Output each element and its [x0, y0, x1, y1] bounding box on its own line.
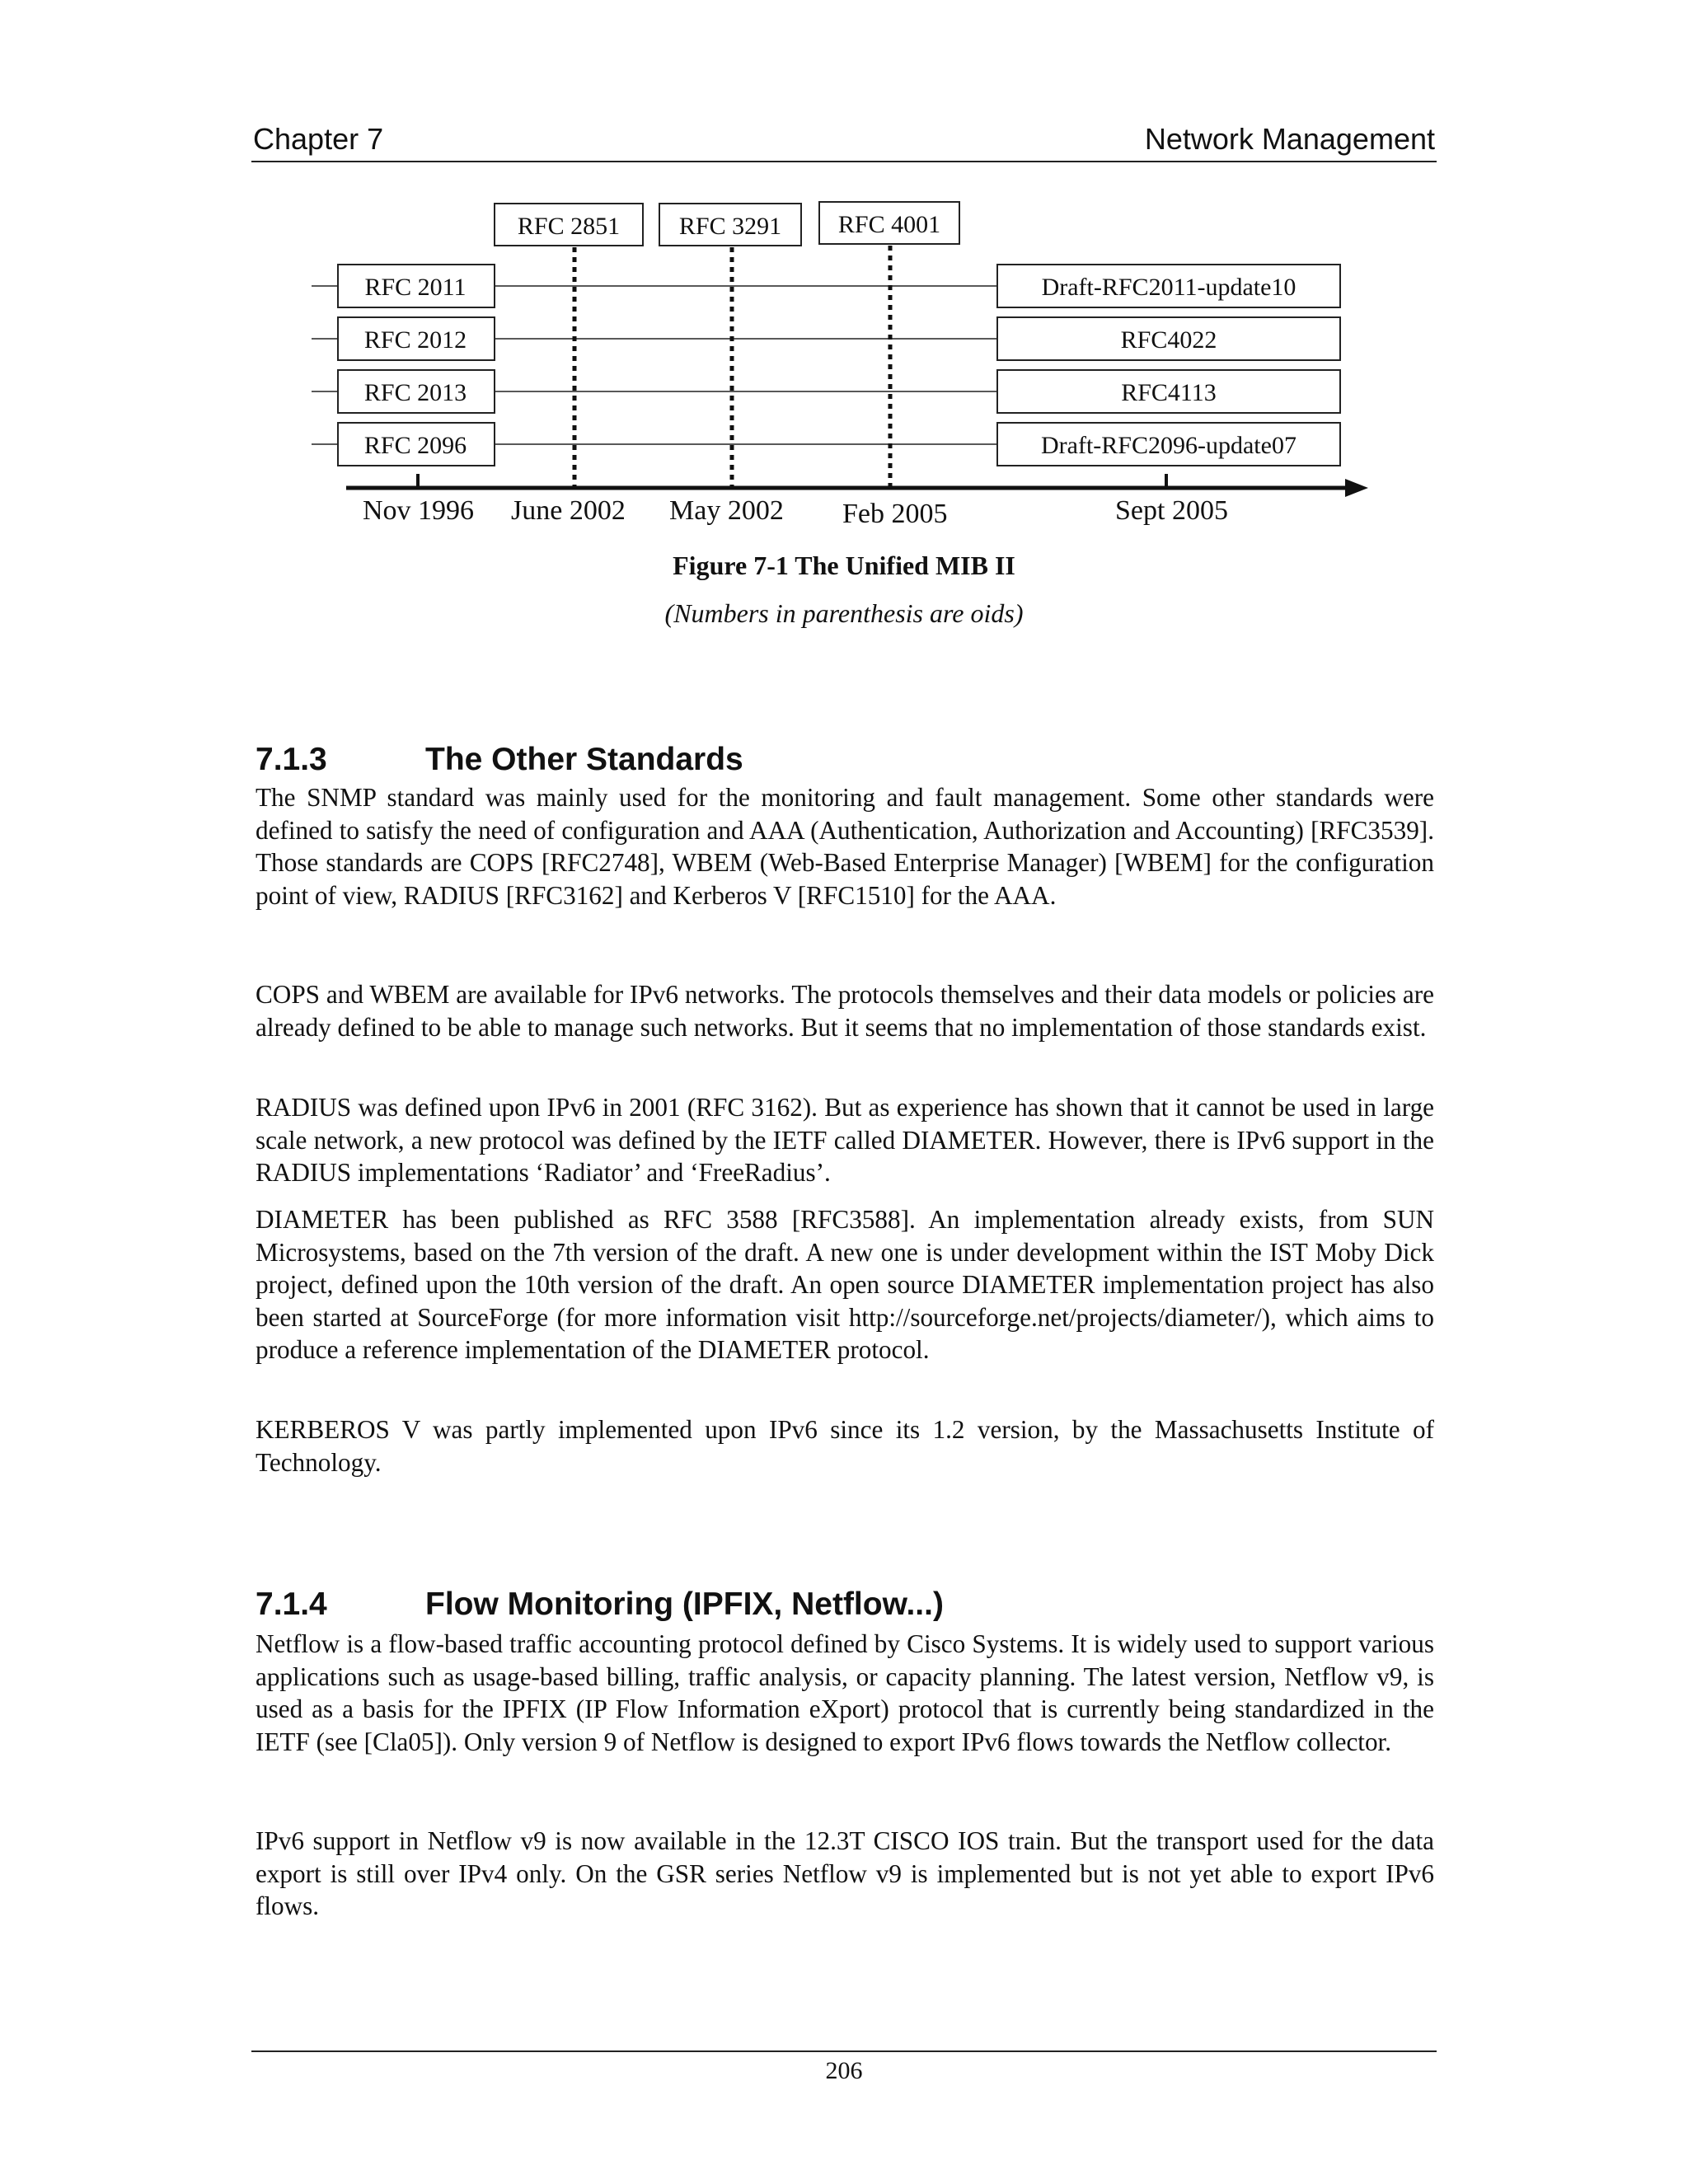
figure-note: (Numbers in parenthesis are oids) — [664, 598, 1024, 628]
label-rfc-4001: RFC 4001 — [837, 211, 941, 238]
connector-lines — [312, 286, 997, 444]
paragraph: DIAMETER has been published as RFC 3588 [RFC3588]. An implementation already exists, from SUN Microsystems, based on the 7th version of the draft. A new one is under development within the IST Moby Dick project, defined upon the 10th version of the draft. An open source DIAMETER implementation project has also been started at SourceForge (for more information visit http://sourceforge.net/projects/diameter/), which aims to produce a reference implementation of the DIAMETER protocol. — [256, 1205, 1434, 1365]
section-number: 7.1.3 — [256, 742, 327, 777]
label-rfc-2013: RFC 2013 — [363, 379, 467, 406]
header-title: Network Management — [1144, 122, 1435, 156]
label-rfc4113: RFC4113 — [1121, 379, 1217, 406]
label-rfc-2096: RFC 2096 — [363, 432, 467, 459]
axis-arrow — [1345, 479, 1368, 497]
section-title: The Other Standards — [425, 742, 743, 777]
figure-unified-mib — [0, 0, 1688, 659]
page-number: 206 — [825, 2057, 863, 2084]
timeline-label-june-2002: June 2002 — [511, 495, 626, 526]
paragraph: KERBEROS V was partly implemented upon IPv6 since its 1.2 version, by the Massachusetts Institute of Technology. — [256, 1415, 1434, 1477]
timeline-label-nov-1996: Nov 1996 — [363, 495, 475, 526]
paragraph: COPS and WBEM are available for IPv6 networks. The protocols themselves and their data models or policies are already defined to be able to manage such networks. But it seems that no implementation of those standards exist. — [256, 980, 1434, 1042]
paragraph: The SNMP standard was mainly used for the monitoring and fault management. Some other standards were defined to satisfy the need of configuration and AAA (Authentication, Authorization and Accounting) [RFC3539]. Those standards are COPS [RFC2748], WBEM (Web-Based Enterprise Manager) [WBEM] for the configuration point of view, RADIUS [RFC3162] and Kerberos V [RFC1510] for the AAA. — [256, 783, 1434, 910]
label-draft-rfc2011: Draft-RFC2011-update10 — [1041, 274, 1296, 301]
label-draft-rfc2096: Draft-RFC2096-update07 — [1041, 432, 1296, 459]
label-rfc-2851: RFC 2851 — [517, 213, 621, 240]
header-chapter: Chapter 7 — [253, 122, 384, 156]
label-rfc-3291: RFC 3291 — [678, 213, 782, 240]
timeline-label-feb-2005: Feb 2005 — [842, 499, 948, 529]
dashed-verticals — [574, 246, 890, 486]
label-rfc-2011: RFC 2011 — [364, 274, 467, 301]
paragraph: IPv6 support in Netflow v9 is now available in the 12.3T CISCO IOS train. But the transport used for the data export is still over IPv4 only. On the GSR series Netflow v9 is implemented but is not yet able to export IPv6 flows. — [256, 1826, 1434, 1921]
footer-rule — [251, 2050, 1437, 2052]
figure-caption: Figure 7-1 The Unified MIB II — [673, 551, 1015, 580]
paragraph: RADIUS was defined upon IPv6 in 2001 (RFC 3162). But as experience has shown that it cannot be used in large scale network, a new protocol was defined by the IETF called DIAMETER. However, there is IPv6 support in the RADIUS implementations ‘Radiator’ and ‘FreeRadius’. — [256, 1093, 1434, 1188]
timeline-label-sept-2005: Sept 2005 — [1115, 495, 1228, 526]
section-number: 7.1.4 — [256, 1586, 327, 1622]
section-title: Flow Monitoring (IPFIX, Netflow...) — [425, 1586, 944, 1622]
timeline-axis — [346, 474, 1368, 497]
paragraph: Netflow is a flow-based traffic accounting protocol defined by Cisco Systems. It is widely used to support various applications such as usage-based billing, traffic analysis, or capacity planning. The latest version, Netflow v9, is used as a basis for the IPFIX (IP Flow Information eXport) protocol that is currently being standardized in the IETF (see [Cla05]). Only version 9 of Netflow is designed to export IPv6 flows towards the Netflow collector. — [256, 1629, 1434, 1756]
label-rfc-2012: RFC 2012 — [363, 326, 467, 354]
timeline-label-may-2002: May 2002 — [669, 495, 784, 526]
label-rfc4022: RFC4022 — [1120, 326, 1217, 354]
